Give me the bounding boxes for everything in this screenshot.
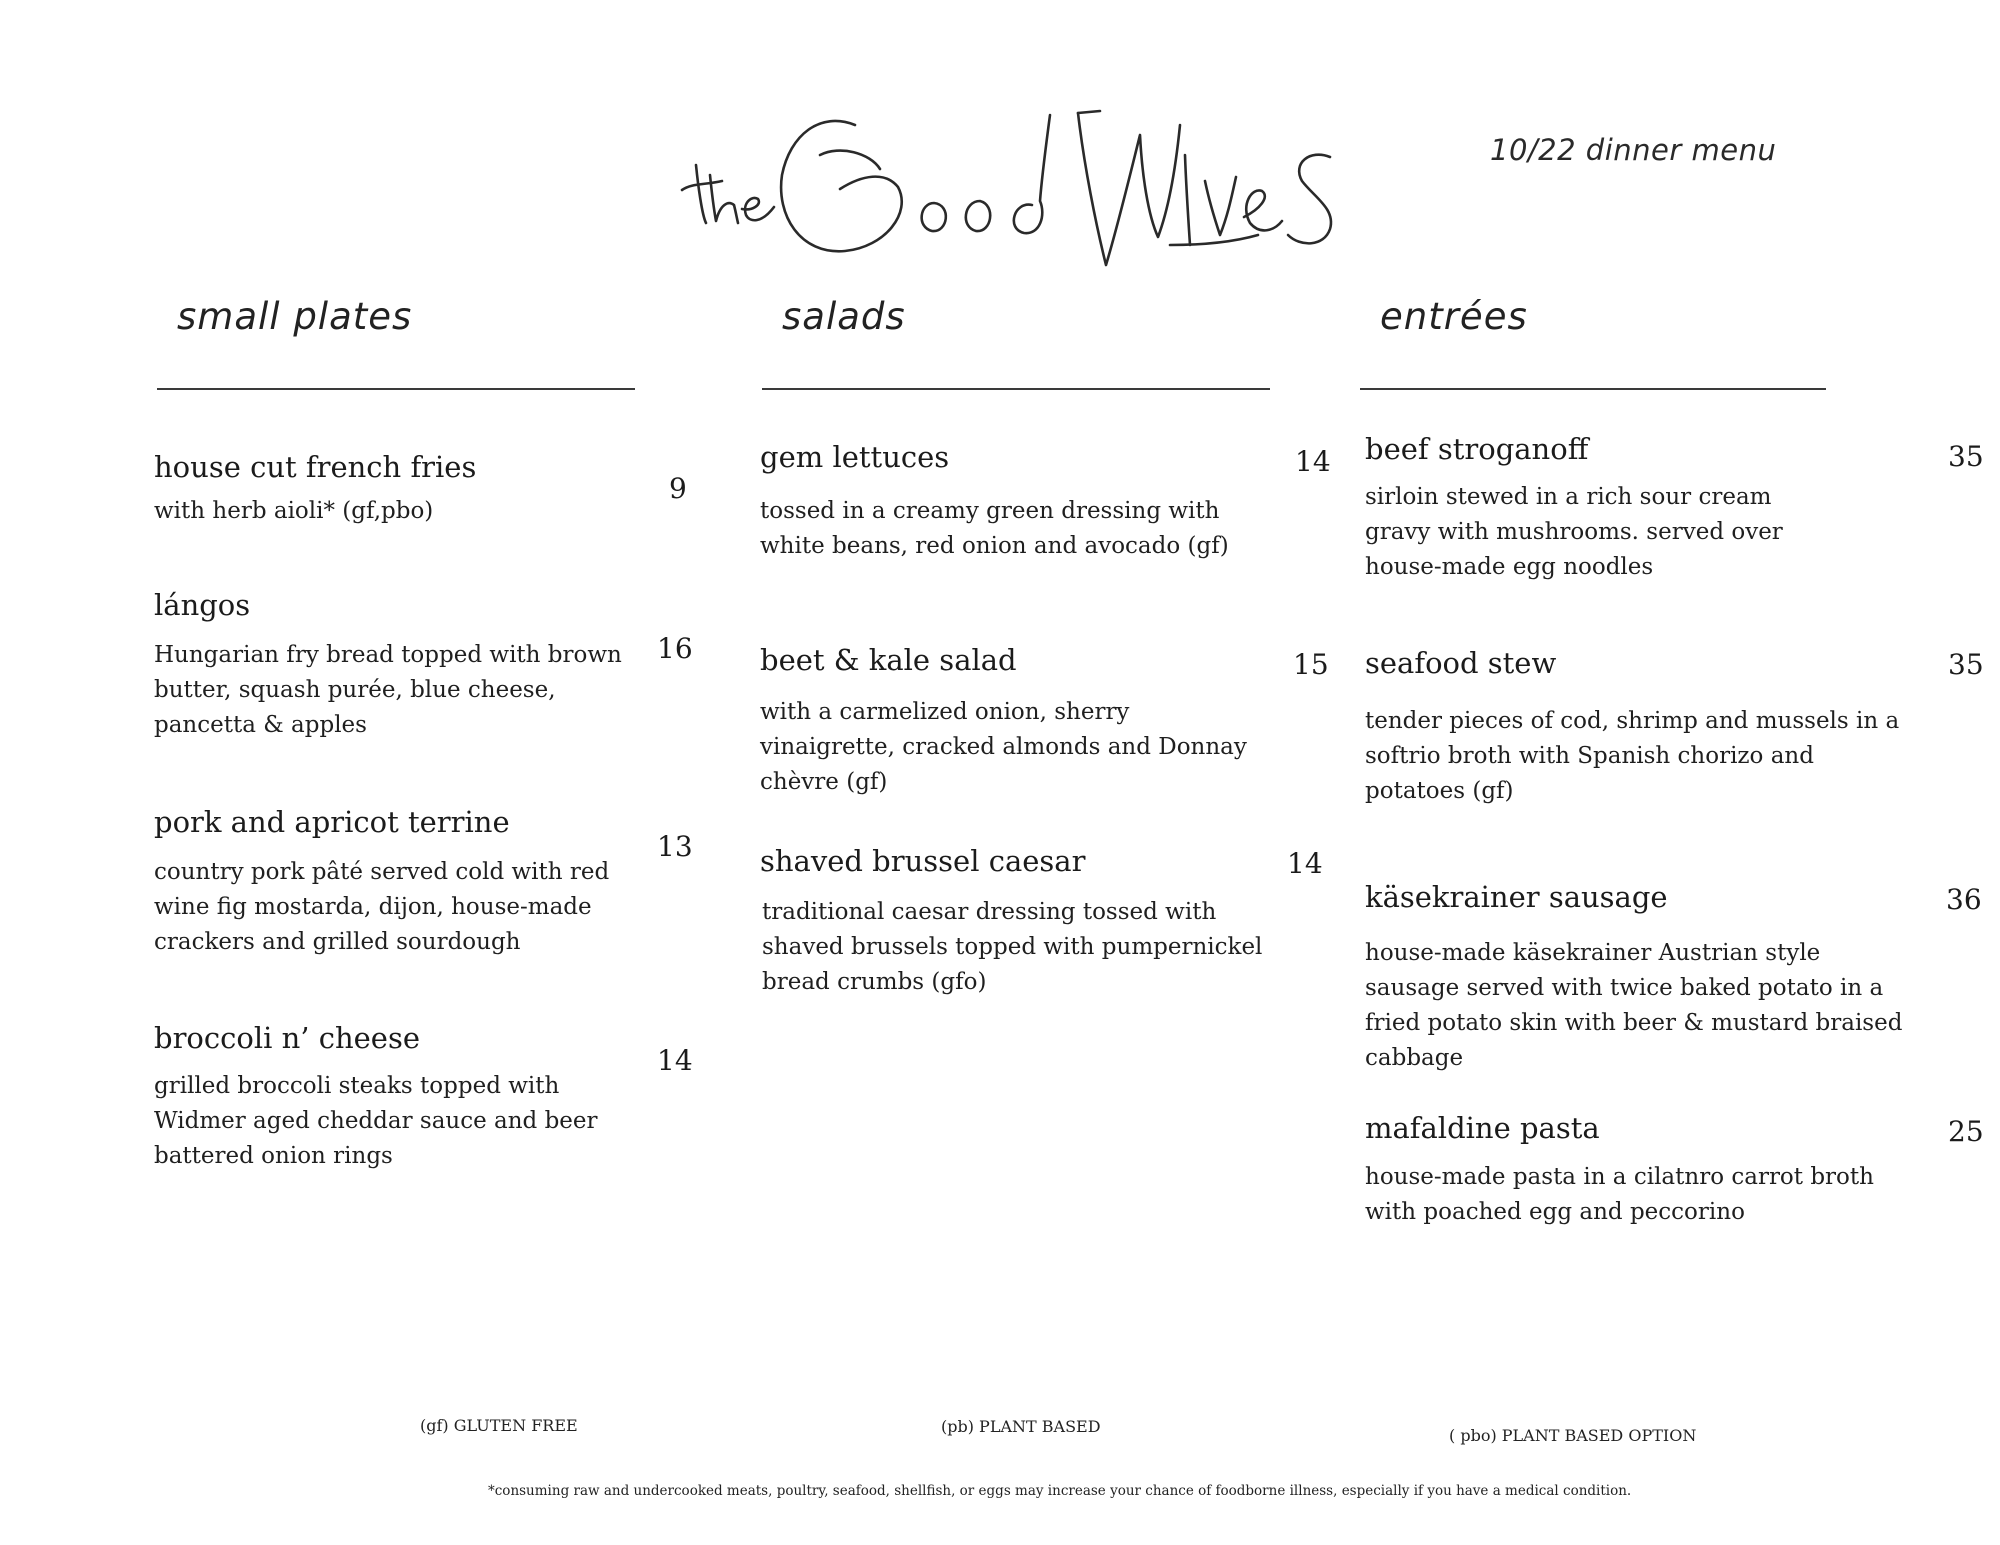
- menu-item-description: tender pieces of cod, shrimp and mussels in a softrio broth with Spanish chorizo and potatoes (gf): [1365, 708, 1900, 804]
- menu-item-name: pork and apricot terrine: [154, 805, 510, 839]
- menu-item-description: sirloin stewed in a rich sour cream gravy with mushrooms. served over house-made egg noodles: [1365, 484, 1783, 580]
- menu-item-name: gem lettuces: [760, 440, 950, 474]
- menu-item-description: grilled broccoli steaks topped with Widmer aged cheddar sauce and beer battered onion rings: [154, 1073, 598, 1169]
- menu-item-name: käsekrainer sausage: [1365, 880, 1668, 914]
- menu-item-price: 14: [657, 1044, 693, 1077]
- menu-item-price: 35: [1948, 648, 1984, 681]
- legend-plant-based: (pb) PLANT BASED: [941, 1417, 1101, 1436]
- menu-item-name: lángos: [154, 588, 251, 622]
- menu-item-name: beef stroganoff: [1365, 432, 1589, 466]
- legend-plant-based-option: ( pbo) PLANT BASED OPTION: [1449, 1426, 1697, 1445]
- section-title-salads: salads: [762, 298, 1270, 390]
- menu-item-price: 16: [657, 632, 693, 665]
- logo-signature-icon: [670, 105, 1350, 285]
- menu-item-name: shaved brussel caesar: [760, 844, 1086, 878]
- menu-item-description: with a carmelized onion, sherry vinaigrette, cracked almonds and Donnay chèvre (gf): [760, 699, 1247, 795]
- menu-item-description: house-made pasta in a cilatnro carrot broth with poached egg and peccorino: [1365, 1164, 1874, 1225]
- menu-item-price: 25: [1948, 1115, 1984, 1148]
- menu-item-description: with herb aioli* (gf,pbo): [154, 498, 434, 524]
- foodborne-illness-disclaimer: *consuming raw and undercooked meats, poultry, seafood, shellfish, or eggs may increase your chance of foodborne illness, especially if you have a medical condition.: [488, 1483, 1632, 1499]
- menu-item-price: 15: [1293, 648, 1329, 681]
- menu-item-name: house cut french fries: [154, 450, 477, 484]
- menu-item-description: Hungarian fry bread topped with brown butter, squash purée, blue cheese, pancetta & apples: [154, 642, 622, 738]
- menu-item-price: 9: [669, 472, 687, 505]
- menu-item-price: 14: [1295, 445, 1331, 478]
- menu-item-name: seafood stew: [1365, 646, 1557, 680]
- section-title-small-plates: small plates: [157, 298, 635, 390]
- menu-item-description: house-made käsekrainer Austrian style sausage served with twice baked potato in a fried potato skin with beer & mustard braised cabbage: [1365, 940, 1903, 1071]
- menu-item-description: country pork pâté served cold with red wine fig mostarda, dijon, house-made crackers and grilled sourdough: [154, 859, 610, 955]
- menu-item-price: 35: [1948, 440, 1984, 473]
- menu-item-name: broccoli n’ cheese: [154, 1021, 420, 1055]
- menu-item-price: 14: [1287, 847, 1323, 880]
- menu-date: 10/22 dinner menu: [1490, 133, 1777, 167]
- menu-item-name: mafaldine pasta: [1365, 1111, 1600, 1145]
- menu-item-price: 13: [657, 830, 693, 863]
- menu-item-description: traditional caesar dressing tossed with shaved brussels topped with pumpernickel bread crumbs (gfo): [762, 899, 1263, 995]
- menu-item-price: 36: [1946, 883, 1982, 916]
- legend-gluten-free: (gf) GLUTEN FREE: [420, 1416, 578, 1435]
- restaurant-logo: [670, 105, 1350, 285]
- menu-item-name: beet & kale salad: [760, 643, 1017, 677]
- section-title-entrees: entrées: [1360, 298, 1826, 390]
- menu-item-description: tossed in a creamy green dressing with white beans, red onion and avocado (gf): [760, 498, 1229, 559]
